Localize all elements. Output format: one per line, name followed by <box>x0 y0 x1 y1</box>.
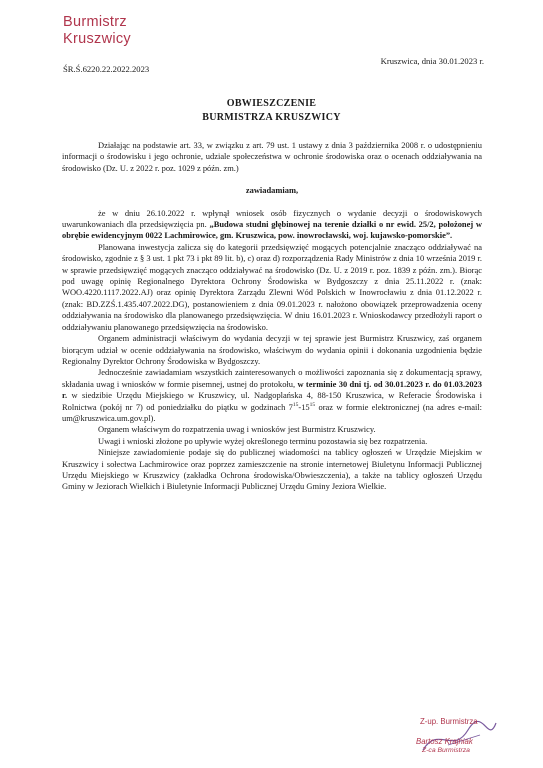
logo-line-1: Burmistrz <box>63 14 127 30</box>
hours-end-sup: 15 <box>309 401 316 408</box>
logo-line-2: Kruszwicy <box>63 31 131 47</box>
paragraph-classification: Planowana inwestycja zalicza się do kategorii przedsięwzięć mogących potencjalnie znacząco oddziaływać na środowisko, zgodnie z § 3 ust. 1 pkt 73 i pkt 89 lit. b), c) oraz d) rozporządzenia Rady Ministrów z dnia 10 września 2019 r. w sprawie przedsięwzięć mogących znacząco oddziaływać na środowisko (Dz. U. z 2019 r. poz. 1839 z późn. zm.). Biorąc pod uwagę opinię Regionalnego Dyrektora Ochrony Środowiska w Bydgoszczy z dnia 25.11.2022 r. (znak: WOO.4220.1117.2022.AJ) oraz opinię Dyrektora Zarządu Zlewni Wód Polskich w Inowrocławiu z dnia 01.12.2022 r. (znak: BD.ZZŚ.1.435.407.2022.DG), postanowieniem z dnia 09.01.2023 r. nałożono obowiązek przeprowadzenia oceny oddziaływania na środowisko dla planowanego przedsięwzięcia. W dniu 16.01.2023 r. Wnioskodawcy przedłożyli raport o oddziaływaniu planowanego przedsięwzięcia na środowisko. <box>62 241 482 332</box>
intro-paragraph: Działając na podstawie art. 33, w związku z art. 79 ust. 1 ustawy z dnia 3 października 2008 r. o udostępnieniu informacji o środowisku i jego ochronie, udziale społeczeństwa w ochronie środowiska oraz o ocenach oddziaływania na środowisko (Dz. U. z 2022 r. poz. 1029 z późn. zm.) <box>62 140 482 173</box>
consultation-location: w siedzibie Urzędu Miejskiego w Kruszwicy, ul. Nadgoplańska 4, 88-150 Kruszwica, w Referacie Środowiska i Rolnictwa (pokój nr 7) od poniedziałku do piątku w godzinach 7 <box>62 390 482 412</box>
stamp-line-3: Z-ca Burmistrza <box>422 747 470 754</box>
stamp-line-2: Bartosz Krajniak <box>416 737 473 746</box>
document-subtitle: BURMISTRZA KRUSZWICY <box>202 112 341 123</box>
consultation-deadline: w terminie 30 dni tj. od 30.01.2023 r. do 01.03.2023 r. <box>62 378 482 401</box>
case-reference: ŚR.Ś.6220.22.2022.2023 <box>63 64 150 74</box>
paragraph-publication: Niniejsze zawiadomienie podaje się do publicznej wiadomości na tablicy ogłoszeń w Urzędzie Miejskim w Kruszwicy i sołectwa Lachmirowice oraz poprzez zamieszczenie na stronie internetowej Biuletynu Informacji Publicznej Urzędu Miejskiego w Kruszwicy (zakładka Ochrona środowiska/Obwieszczenia), a także na tablicy ogłoszeń Urzędu Gminy w Jeziorach Wielkich i Biuletynie Informacji Publicznej Urzędu Gminy Jeziora Wielkie. <box>62 447 482 492</box>
consultation-text: Jednocześnie zawiadamiam wszystkich zainteresowanych o możliwości zapoznania się z dokumentacją sprawy, składania uwag i wniosków w formie pisemnej, ustnej do protokołu, <box>62 367 482 389</box>
burmistrz-logo <box>63 14 131 48</box>
paragraph-authority: Organem administracji właściwym do wydania decyzji w tej sprawie jest Burmistrz Kruszwicy, zaś organem biorącym udział w ocenie oddziaływania na środowisko, właściwym do wydania opinii i dokonania uzgodnienia będzie Regionalny Dyrektor Ochrony Środowiska w Bydgoszczy. <box>62 333 482 366</box>
hours-start-sup: 15 <box>292 401 299 408</box>
paragraph-late-submissions: Uwagi i wnioski złożone po upływie wyżej określonego terminu pozostawia się bez rozpatrzenia. <box>98 435 428 446</box>
document-date: Kruszwica, dnia 30.01.2023 r. <box>380 56 484 66</box>
document-body <box>62 140 482 493</box>
paragraph-request <box>62 208 482 242</box>
document-title: OBWIESZCZENIE <box>226 98 317 109</box>
paragraph-consultation <box>62 367 482 424</box>
hours-dash: -15 <box>298 401 310 412</box>
project-name: „Budowa studni głębinowej na terenie działki o nr ewid. 25/2, położonej w obrębie ewidencyjnym 0022 Lachmirowice, gm. Kruszwica, pow. inowrocławski, woj. kujawsko-pomorskie”. <box>62 219 482 241</box>
announcement-heading: zawiadamiam, <box>245 185 299 196</box>
stamp-line-1: Z-up. Burmistrza <box>420 717 478 726</box>
consultation-email: oraz w formie elektronicznej (na adres e-mail: um@kruszwica.um.gov.pl). <box>62 401 483 423</box>
paragraph-competent-body: Organem właściwym do rozpatrzenia uwag i wniosków jest Burmistrz Kruszwicy. <box>98 424 376 435</box>
request-text: że w dniu 26.10.2022 r. wpłynął wniosek osób fizycznych o wydanie decyzji o środowiskowych uwarunkowaniach dla przedsięwzięcia pn. <box>62 207 482 230</box>
